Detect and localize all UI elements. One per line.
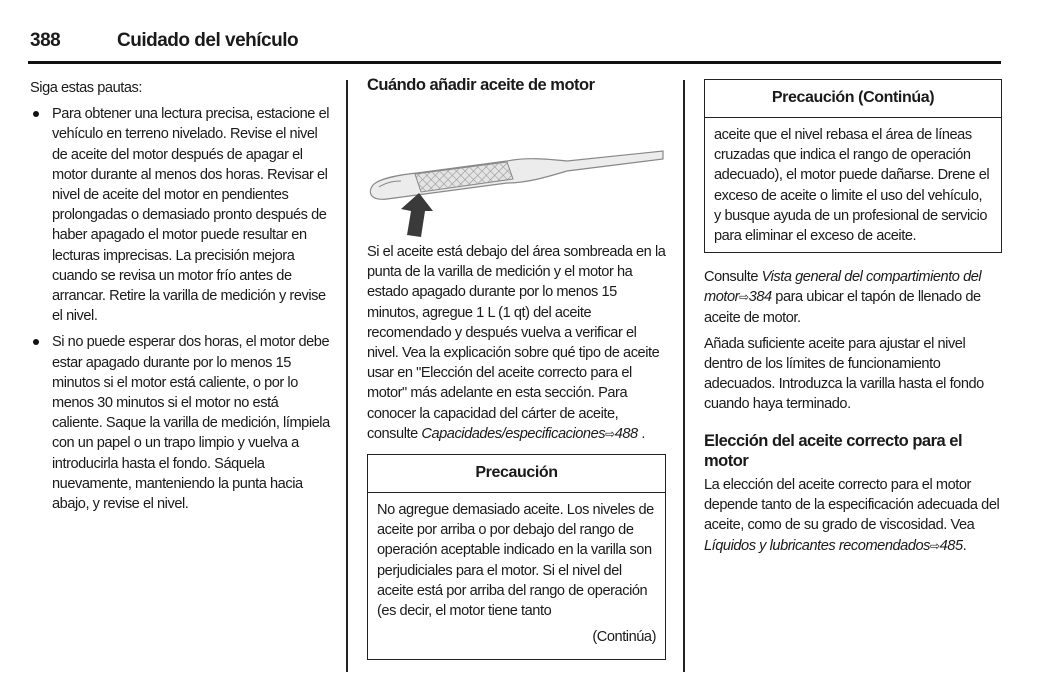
reference-link[interactable]: Vista general del compartimiento del motor bbox=[704, 269, 982, 306]
fill-cap-paragraph bbox=[704, 267, 1004, 328]
column-divider bbox=[683, 80, 685, 672]
caution-title: Precaución (Continúa) bbox=[705, 80, 1001, 118]
intro-text: Siga estas pautas: bbox=[30, 80, 142, 96]
page-ref-number[interactable]: 384 bbox=[748, 289, 772, 306]
column-divider bbox=[346, 80, 348, 672]
caution-text: No agregue demasiado aceite. Los niveles de aceite por arriba o por debajo del rango de operación aceptable indicado en la varilla son perjudiciales para el motor. Si el nivel del aceite está por arriba del rango de operación (es decir, el motor tiene tanto bbox=[377, 502, 654, 620]
page-ref-arrow-icon: ⇨ bbox=[605, 426, 615, 441]
page-ref-number[interactable]: 485 bbox=[939, 537, 963, 554]
column-1 bbox=[30, 78, 332, 520]
dipstick-illustration bbox=[367, 99, 667, 239]
section-heading: Cuándo añadir aceite de motor bbox=[367, 76, 595, 94]
caution-body bbox=[368, 493, 665, 653]
punctuation: . bbox=[637, 425, 645, 442]
body-text: Si el aceite está debajo del área sombreada en la punta de la varilla de medición y el motor ha estado apagado durante por lo menos 15 minutos, agregue 1 L (1 qt) del aceite recomendado y después vuelva a verificar el nivel. Vea la explicación sobre qué tipo de aceite usar en "Elección del aceite correcto para el motor" más adelante en esta sección. Para conocer la capacidad del cárter de aceite, consulte bbox=[367, 244, 666, 442]
bullet-item: Si no puede esperar dos horas, el motor debe estar apagado durante por lo menos 15 minutos si el motor está caliente, o por lo menos 30 minutos si el motor no está caliente. Saque la varilla de medición, límpiela con un papel o un trapo limpio y vuelva a introducirla hasta el fondo. Sáquela nuevamente, manteniendo la punta hacia abajo, y revise el nivel. bbox=[30, 332, 332, 514]
caution-box bbox=[367, 454, 666, 660]
caution-box-continued bbox=[704, 79, 1002, 253]
reference-link[interactable]: Líquidos y lubricantes recomendados bbox=[704, 537, 931, 554]
column-3 bbox=[704, 79, 1004, 562]
punctuation: . bbox=[962, 537, 967, 554]
section-title: Cuidado del vehículo bbox=[117, 30, 299, 51]
caution-text: aceite que el nivel rebasa el área de líneas cruzadas que indica el rango de operación adecuado), el motor puede dañarse. Drene el exceso de aceite o limite el uso del vehículo, y busque ayuda de un profesional de servicio para eliminar el exceso de aceite. bbox=[714, 127, 990, 245]
page-ref-number[interactable]: 488 bbox=[614, 425, 638, 442]
caution-title: Precaución bbox=[368, 455, 665, 493]
add-oil-paragraph: Añada suficiente aceite para ajustar el nivel dentro de los límites de funcionamiento adecuados. Introduzca la varilla hasta el fondo cuando haya terminado. bbox=[704, 335, 984, 413]
page-ref-arrow-icon: ⇨ bbox=[930, 538, 940, 553]
page-ref-arrow-icon: ⇨ bbox=[739, 290, 749, 305]
continues-label: (Continúa) bbox=[592, 629, 656, 646]
add-oil-paragraph bbox=[367, 242, 667, 444]
column-3-text bbox=[704, 267, 1004, 556]
bullet-item: Para obtener una lectura precisa, estacione el vehículo en terreno nivelado. Revise el nivel de aceite del motor después de apagar el motor durante al menos dos horas. Revisar el nivel de aceite del motor en pendientes prolongadas o demasiado pronto después de haber apagado el motor puede resultar en lecturas imprecisas. La precisión mejora cuando se revisa un motor frío antes de arrancar. Retire la varilla de medición y revise el nivel. bbox=[30, 104, 332, 326]
choose-oil-paragraph bbox=[704, 475, 1004, 556]
page-number: 388 bbox=[30, 30, 61, 51]
body-text: para ubicar el tapón de llenado de aceite de motor. bbox=[704, 289, 981, 326]
section-heading: Elección del aceite correcto para el motor bbox=[704, 431, 963, 470]
reference-link[interactable]: Capacidades/especificaciones bbox=[421, 425, 606, 442]
body-text: Consulte bbox=[704, 269, 762, 286]
body-text: La elección del aceite correcto para el motor depende tanto de la especificación adecuada del aceite, como de su grado de viscosidad. Vea bbox=[704, 477, 1000, 534]
header-rule bbox=[28, 61, 1001, 64]
column-2 bbox=[367, 76, 667, 660]
